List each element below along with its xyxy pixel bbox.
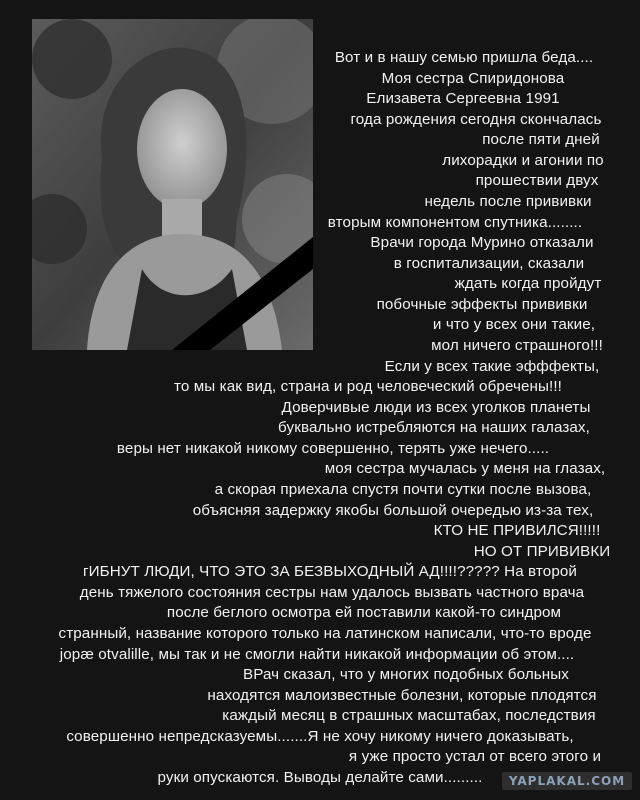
text-line: ВРач сказал, что у многих подобных больных (243, 666, 569, 683)
text-line: гИБНУТ ЛЮДИ, ЧТО ЭТО ЗА БЕЗВЫХОДНЫЙ АД!!!!????? На второй (82, 563, 578, 580)
text-line: КТО НЕ ПРИВИЛСЯ!!!!! (433, 522, 601, 539)
text-line: и что у всех они такие, (432, 316, 596, 333)
text-line: а скорая приехала спустя почти сутки после вызова, (214, 481, 592, 498)
text-line: после беглого осмотра ей поставили какой-то синдром (166, 604, 562, 621)
text-line: руки опускаются. Выводы делайте сами......... (157, 769, 483, 786)
portrait-photo-icon (32, 19, 313, 350)
text-line: Вот и в нашу семью пришла беда.... (334, 49, 594, 66)
text-line: Моя сестра Спиридонова (381, 70, 565, 87)
text-line: НО ОТ ПРИВИВКИ (473, 543, 611, 560)
text-line: моя сестра мучалась у меня на глазах, (324, 460, 606, 477)
text-line: я уже просто устал от всего этого и (348, 748, 602, 765)
text-line: буквально истребляются на наших галазах, (278, 419, 590, 436)
text-line: Доверчивые люди из всех уголков планеты (281, 399, 591, 416)
text-line: ждать когда пройдут (454, 275, 602, 292)
text-line: мол ничего страшного!!! (431, 337, 603, 354)
text-line: Если у всех такие эфффекты, (384, 358, 600, 375)
text-line: каждый месяц в страшных масштабах, последствия (222, 707, 596, 724)
text-line: в госпитализации, сказали (393, 255, 585, 272)
text-line: то мы как вид, страна и род человеческий обречены!!! (173, 378, 563, 395)
text-line: после пяти дней (482, 131, 600, 148)
text-line: Врачи города Мурино отказали (370, 234, 594, 251)
text-line: веры нет никакой никому совершенно, терять уже нечего..... (116, 440, 550, 457)
text-line: побочные эффекты прививки (376, 296, 588, 313)
text-line: лихорадки и агонии по (442, 152, 604, 169)
text-line: недель после прививки (424, 193, 592, 210)
text-line: вторым компонентом спутника........ (327, 214, 583, 231)
portrait-photo (32, 19, 313, 350)
text-line: года рождения сегодня скончалась (350, 111, 602, 128)
site-watermark: YAPLAKAL.COM (502, 772, 632, 790)
text-line: jopæ otvalille, мы так и не смогли найти никакой информации об этом.... (59, 646, 575, 663)
text-line: совершенно непредсказуемы.......Я не хочу никому ничего доказывать, (66, 728, 574, 745)
text-line: находятся малоизвестные болезни, которые плодятся (207, 687, 597, 704)
text-line: Елизавета Сергеевна 1991 (366, 90, 560, 107)
text-line: прошествии двух (475, 172, 599, 189)
text-line: объясняя задержку якобы большой очередью из-за тех, (192, 502, 594, 519)
text-line: странный, название которого только на латинском написали, что-то вроде (58, 625, 592, 642)
text-line: день тяжелого состояния сестры нам удалось вызвать частного врача (79, 584, 585, 601)
